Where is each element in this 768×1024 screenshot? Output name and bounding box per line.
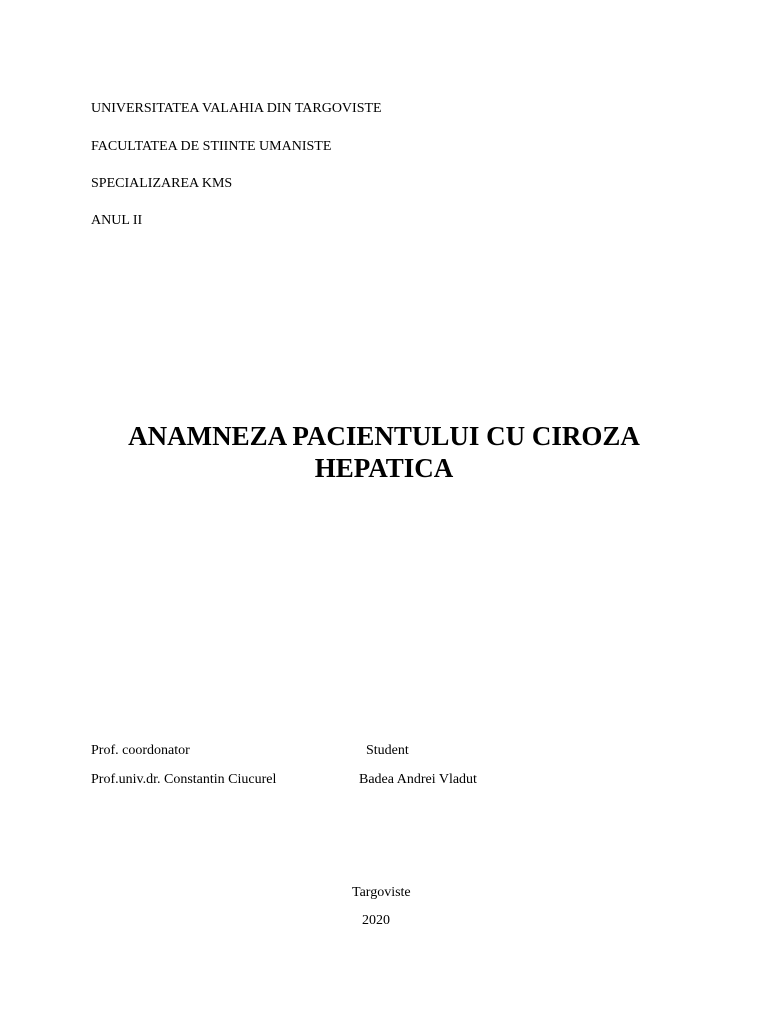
student-name: Badea Andrei Vladut	[359, 772, 477, 787]
footer-year: 2020	[362, 913, 390, 928]
coordinator-name: Prof.univ.dr. Constantin Ciucurel	[91, 772, 277, 787]
university-name: UNIVERSITATEA VALAHIA DIN TARGOVISTE	[91, 101, 382, 116]
document-title-line-2: HEPATICA	[314, 453, 454, 483]
student-label: Student	[366, 743, 409, 758]
specialization: SPECIALIZAREA KMS	[91, 176, 233, 191]
coordinator-label: Prof. coordonator	[91, 743, 190, 758]
faculty-name: FACULTATEA DE STIINTE UMANISTE	[91, 139, 332, 154]
footer-city: Targoviste	[352, 885, 411, 900]
study-year: ANUL II	[91, 213, 143, 228]
document-title	[0, 420, 768, 484]
document-title-line-1: ANAMNEZA PACIENTULUI CU CIROZA	[128, 421, 640, 451]
